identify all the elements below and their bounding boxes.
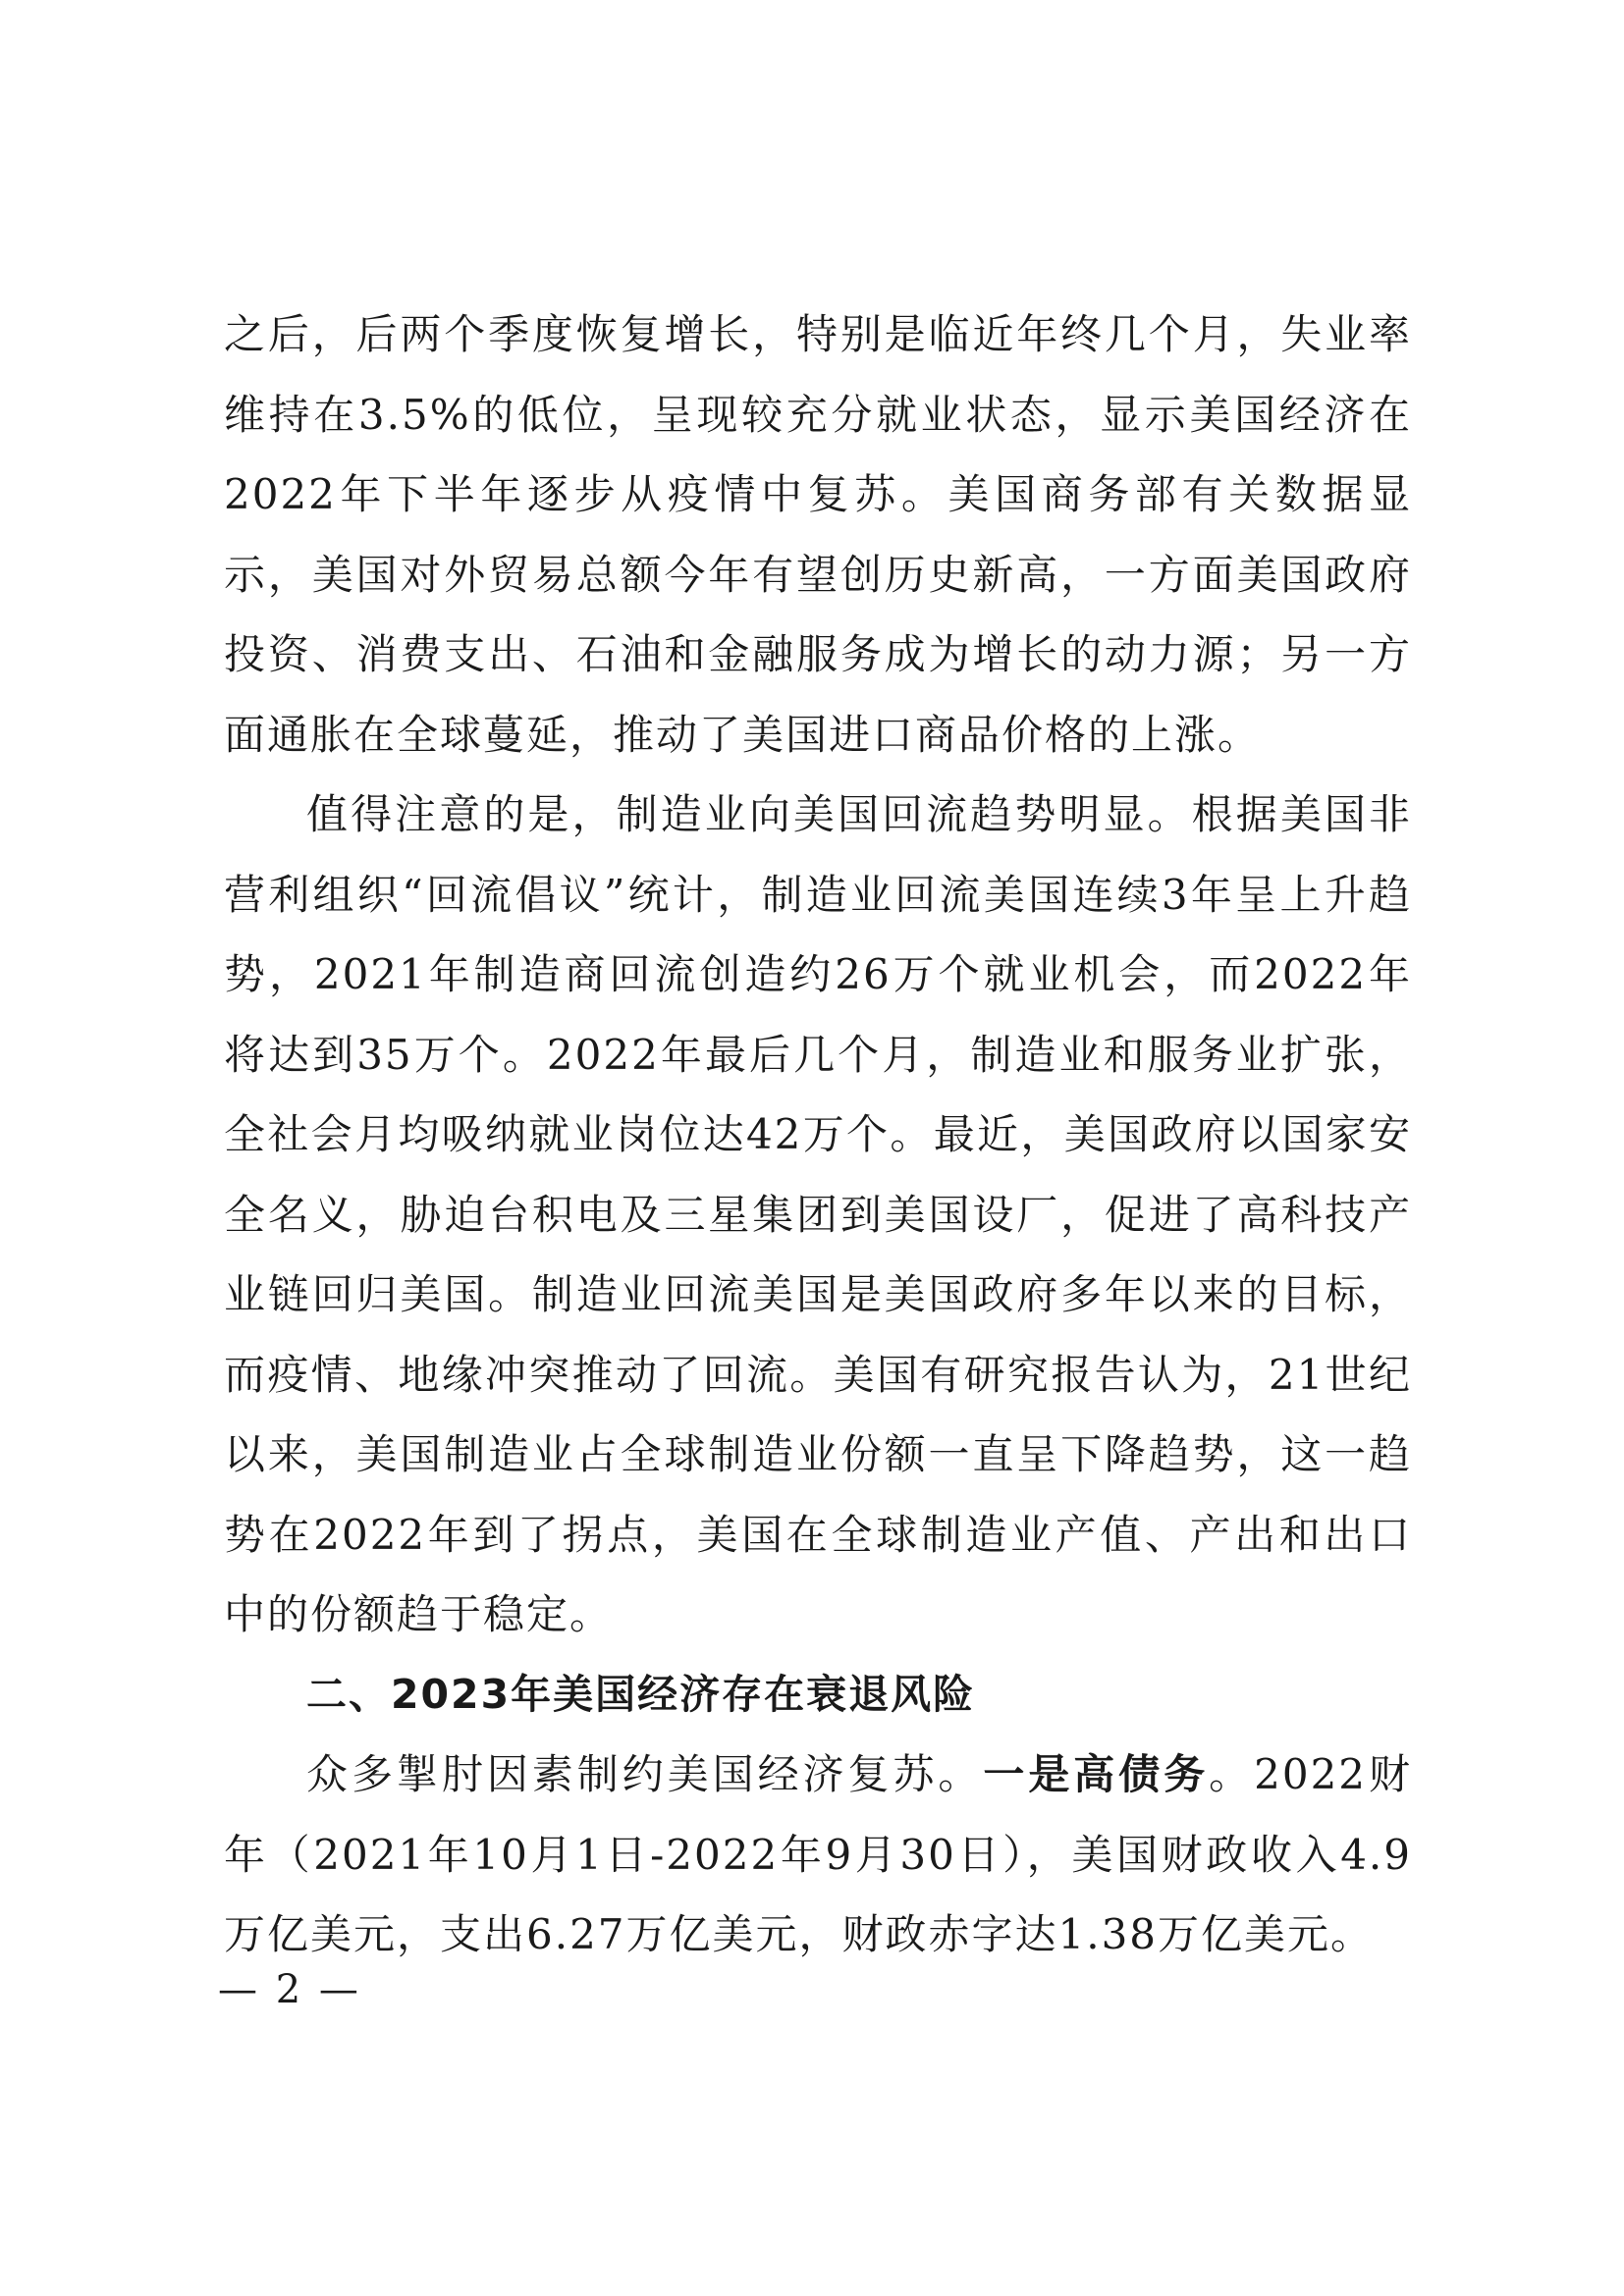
paragraph-recovery: 之后，后两个季度恢复增长，特别是临近年终几个月，失业率维持在3.5%的低位，呈现较充分就业状态，显示美国经济在2022年下半年逐步从疫情中复苏。美国商务部有关数据显示，美国对外贸易总额今年有望创历史新高，一方面美国政府投资、消费支出、石油和金融服务成为增长的动力源；另一方面通胀在全球蔓延，推动了美国进口商品价格的上涨。 bbox=[224, 310, 1412, 759]
bold-lead-high-debt: 一是高债务 bbox=[983, 1750, 1210, 1798]
paragraph-intro: 众多掣肘因素制约美国经济复苏。 bbox=[306, 1750, 984, 1798]
page-number: — 2 — bbox=[218, 1967, 361, 2012]
paragraph-manufacturing-reshoring: 值得注意的是，制造业向美国回流趋势明显。根据美国非营利组织“回流倡议”统计，制造业回流美国连续3年呈上升趋势，2021年制造商回流创造约26万个就业机会，而2022年将达到35万个。2022年最后几个月，制造业和服务业扩张，全社会月均吸纳就业岗位达42万个。最近，美国政府以国家安全名义，胁迫台积电及三星集团到美国设厂，促进了高科技产业链回归美国。制造业回流美国是美国政府多年以来的目标，而疫情、地缘冲突推动了回流。美国有研究报告认为，21世纪以来，美国制造业占全球制造业份额一直呈下降趋势，这一趋势在2022年到了拐点，美国在全球制造业产值、产出和出口中的份额趋于稳定。 bbox=[224, 790, 1412, 1638]
paragraph-recession-risk bbox=[224, 1735, 1412, 1975]
document-body bbox=[224, 294, 1412, 1975]
section-heading: 二、2023年美国经济存在衰退风险 bbox=[306, 1670, 976, 1718]
paragraph-rest: 。2022财年（2021年10月1日-2022年9月30日），美国财政收入4.9万亿美元，支出6.27万亿美元，财政赤字达1.38万亿美元。 bbox=[224, 1750, 1412, 1958]
